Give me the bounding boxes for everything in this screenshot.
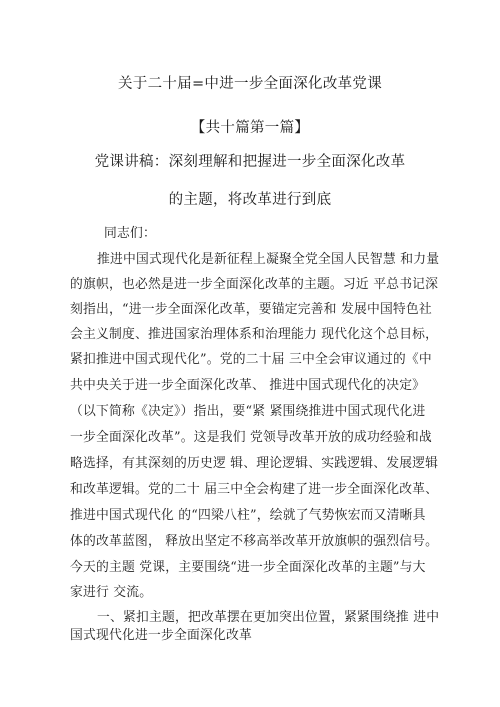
body-line: 家进行 交流。 xyxy=(70,585,153,600)
body-line: 略选择，有其深刻的历史逻 辑、理论逻辑、实践逻辑、发展逻辑 xyxy=(70,456,439,471)
document-title: 关于二十届=中进一步全面深化改革党课 xyxy=(117,76,383,92)
body-line: （以下简称《决定》）指出，要“紧 紧围绕推进中国式现代化进 xyxy=(70,404,426,419)
body-line: 的旗帜，也必然是进一步全面深化改革的主题。习近 平总书记深 xyxy=(70,277,439,292)
body-line: 一步全面深化改革”。这是我们 党领导改革开放的成功经验和战 xyxy=(70,430,432,445)
body-line: 今天的主题 党课，主要围绕“进一步全面深化改革的主题”与大 xyxy=(70,560,426,575)
body-line: 会主义制度、推进国家治理体系和治理能力 现代化这个总目标， xyxy=(70,327,439,342)
series-label: 【共十篇第一篇】 xyxy=(190,120,310,136)
body-line: 刻指出，“进一步全面深化改革，要锚定完善和 发展中国特色社 xyxy=(70,302,432,317)
greeting: 同志们： xyxy=(104,226,156,241)
section-heading-line: 一、紧扣主题，把改革摆在更加突出位置，紧紧围绕推 进中 xyxy=(97,610,440,625)
body-line: 共中央关于进一步全面深化改革、 推进中国式现代化的决定》 xyxy=(70,378,426,393)
body-line: 和改革逻辑。党的二十 届三中全会构建了进一步全面深化改革、 xyxy=(70,482,439,497)
body-line: 推进中国式现代化是新征程上凝聚全党全国人民智慧 和力量 xyxy=(97,252,440,267)
body-line: 紧扣推进中国式现代化”。党的二十届 三中全会审议通过的《中 xyxy=(70,352,432,367)
subtitle-line-2: 的主题，将改革进行到底 xyxy=(168,192,332,208)
body-line: 推进中国式现代化 的“四梁八柱”，绘就了气势恢宏而又清晰具 xyxy=(70,508,426,523)
body-line: 体的改革蓝图， 释放出坚定不移高举改革开放旗帜的强烈信号。 xyxy=(70,534,439,549)
section-heading-line: 国式现代化进一步全面深化改革 xyxy=(70,628,252,643)
subtitle-line-1: 党课讲稿：深刻理解和把握进一步全面深化改革 xyxy=(94,154,406,170)
